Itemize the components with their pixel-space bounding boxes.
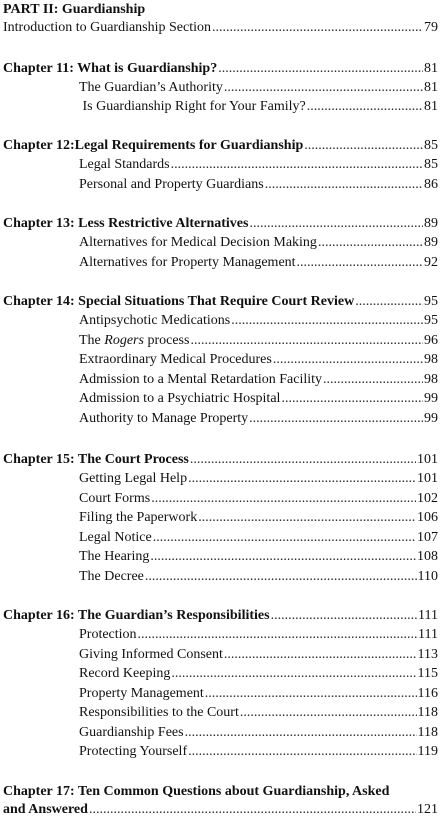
- dot-leader: [323, 372, 423, 388]
- dot-leader: [318, 235, 423, 251]
- dot-leader: [190, 452, 416, 468]
- entry-page: 102: [417, 491, 438, 506]
- dot-leader: [249, 411, 423, 427]
- entry-label: Alternatives for Property Management: [79, 255, 296, 270]
- entry-page: 79: [424, 20, 438, 35]
- dot-leader: [190, 333, 423, 349]
- dot-leader: [171, 157, 423, 173]
- entry-label: Introduction to Guardianship Section: [3, 20, 212, 35]
- entry-page: 113: [417, 647, 438, 662]
- entry-page: 98: [424, 352, 438, 367]
- chapter-title-continued: and Answered: [3, 802, 88, 817]
- entry-label-italic: Rogers: [104, 333, 144, 348]
- toc-entry: [79, 352, 438, 368]
- chapter-heading: [3, 216, 438, 232]
- dot-leader: [153, 530, 416, 546]
- chapter-heading: [3, 61, 438, 77]
- dot-leader: [265, 177, 423, 193]
- chapter-page: 121: [417, 802, 438, 817]
- entry-label: Admission to a Psychiatric Hospital: [79, 391, 281, 406]
- entry-label: Admission to a Mental Retardation Facility: [79, 372, 323, 387]
- toc-entry-intro: [3, 20, 438, 36]
- toc-entry: [79, 372, 438, 388]
- toc-entry: [79, 569, 438, 585]
- dot-leader: [188, 471, 416, 487]
- toc-entry: [79, 491, 438, 507]
- chapter-heading: [3, 138, 438, 154]
- entry-label: Responsibilities to the Court: [79, 705, 239, 720]
- chapter-title: Chapter 16: The Guardian’s Responsibilities: [3, 608, 270, 623]
- chapter-page: 89: [424, 216, 438, 231]
- entry-page: 118: [417, 705, 438, 720]
- dot-leader: [218, 61, 423, 77]
- toc-entry: [79, 647, 438, 663]
- dot-leader: [151, 491, 416, 507]
- toc-entry: [79, 313, 438, 329]
- entry-label: Alternatives for Medical Decision Making: [79, 235, 317, 250]
- toc-entry: [79, 157, 438, 173]
- entry-page: 81: [424, 99, 438, 114]
- part-heading-text: PART II: Guardianship: [3, 2, 146, 17]
- entry-page: 96: [424, 333, 438, 348]
- entry-label: Legal Standards: [79, 157, 170, 172]
- entry-label: Protecting Yourself: [79, 744, 188, 759]
- dot-leader: [185, 725, 417, 741]
- dot-leader: [188, 744, 416, 760]
- toc-entry: [79, 471, 438, 487]
- entry-page: 110: [417, 569, 438, 584]
- entry-label: Extraordinary Medical Procedures: [79, 352, 272, 367]
- toc-entry: [79, 549, 438, 565]
- entry-page: 81: [424, 80, 438, 95]
- entry-page: 99: [424, 411, 438, 426]
- entry-page: 107: [417, 530, 438, 545]
- entry-page: 118: [417, 725, 438, 740]
- chapter-page: 85: [424, 138, 438, 153]
- toc-entry: [79, 391, 438, 407]
- dot-leader: [273, 352, 423, 368]
- entry-label: [79, 333, 189, 349]
- toc-entry: [79, 177, 438, 193]
- dot-leader: [307, 99, 423, 115]
- entry-page: 86: [424, 177, 438, 192]
- entry-label: Giving Informed Consent: [79, 647, 223, 662]
- chapter-title: Chapter 11: What is Guardianship?: [3, 61, 218, 76]
- entry-page: 92: [424, 255, 438, 270]
- chapter-title: Chapter 17: Ten Common Questions about Guardianship, Asked: [3, 784, 390, 799]
- toc-entry: [79, 744, 438, 760]
- dot-leader: [89, 802, 416, 818]
- dot-leader: [224, 647, 417, 663]
- toc-entry: [79, 333, 438, 349]
- dot-leader: [355, 294, 423, 310]
- entry-page: 106: [417, 510, 438, 525]
- toc-entry: [79, 725, 438, 741]
- dot-leader: [198, 510, 416, 526]
- entry-page: 85: [424, 157, 438, 172]
- dot-leader: [281, 391, 423, 407]
- chapter-page: 111: [418, 608, 438, 623]
- dot-leader: [231, 313, 423, 329]
- entry-label-post: process: [143, 333, 190, 348]
- entry-label: Property Management: [79, 686, 204, 701]
- entry-page: 116: [417, 686, 438, 701]
- chapter-page: 81: [424, 61, 438, 76]
- dot-leader: [205, 686, 417, 702]
- dot-leader: [271, 608, 417, 624]
- entry-label-pre: The: [79, 333, 105, 348]
- entry-label: The Hearing: [79, 549, 150, 564]
- dot-leader: [212, 20, 423, 36]
- toc-entry: [79, 99, 438, 115]
- entry-label: Antipsychotic Medications: [79, 313, 231, 328]
- dot-leader: [145, 569, 417, 585]
- toc-entry: [79, 510, 438, 526]
- dot-leader: [304, 138, 423, 154]
- chapter-title: Chapter 13: Less Restrictive Alternatives: [3, 216, 249, 231]
- entry-label: Guardianship Fees: [79, 725, 184, 740]
- dot-leader: [138, 627, 417, 643]
- entry-label: Getting Legal Help: [79, 471, 188, 486]
- toc-entry: [79, 705, 438, 721]
- toc-entry: [79, 666, 438, 682]
- chapter-heading: [3, 608, 438, 624]
- entry-label: The Guardian’s Authority: [79, 80, 223, 95]
- entry-label: Is Guardianship Right for Your Family?: [79, 99, 306, 114]
- entry-label: Personal and Property Guardians: [79, 177, 264, 192]
- chapter-heading: [3, 784, 438, 800]
- toc-entry: [79, 530, 438, 546]
- toc-entry: [79, 255, 438, 271]
- entry-label: Filing the Paperwork: [79, 510, 198, 525]
- toc-entry: [79, 627, 438, 643]
- dot-leader: [297, 255, 423, 271]
- chapter-title: Chapter 15: The Court Process: [3, 452, 189, 467]
- entry-label: The Decree: [79, 569, 144, 584]
- chapter-page: 101: [417, 452, 438, 467]
- chapter-heading: [3, 294, 438, 310]
- entry-page: 95: [424, 313, 438, 328]
- entry-page: 111: [418, 627, 438, 642]
- toc-entry: [79, 235, 438, 251]
- chapter-page: 95: [424, 294, 438, 309]
- toc-entry: [79, 80, 438, 96]
- toc-entry: [79, 411, 438, 427]
- chapter-title: Chapter 12:Legal Requirements for Guardianship: [3, 138, 304, 153]
- entry-page: 119: [417, 744, 438, 759]
- part-heading: [3, 2, 145, 18]
- entry-label: Court Forms: [79, 491, 151, 506]
- entry-label: Legal Notice: [79, 530, 152, 545]
- dot-leader: [240, 705, 417, 721]
- entry-page: 115: [417, 666, 438, 681]
- entry-label: Protection: [79, 627, 137, 642]
- dot-leader: [171, 666, 416, 682]
- entry-page: 101: [417, 471, 438, 486]
- entry-page: 98: [424, 372, 438, 387]
- chapter-title: Chapter 14: Special Situations That Require Court Review: [3, 294, 355, 309]
- entry-page: 99: [424, 391, 438, 406]
- chapter-heading: [3, 452, 438, 468]
- entry-page: 108: [417, 549, 438, 564]
- chapter-heading-continued: [3, 802, 438, 818]
- dot-leader: [150, 549, 416, 565]
- dot-leader: [224, 80, 423, 96]
- entry-label: Authority to Manage Property: [79, 411, 249, 426]
- toc-entry: [79, 686, 438, 702]
- dot-leader: [249, 216, 423, 232]
- entry-label: Record Keeping: [79, 666, 171, 681]
- entry-page: 89: [424, 235, 438, 250]
